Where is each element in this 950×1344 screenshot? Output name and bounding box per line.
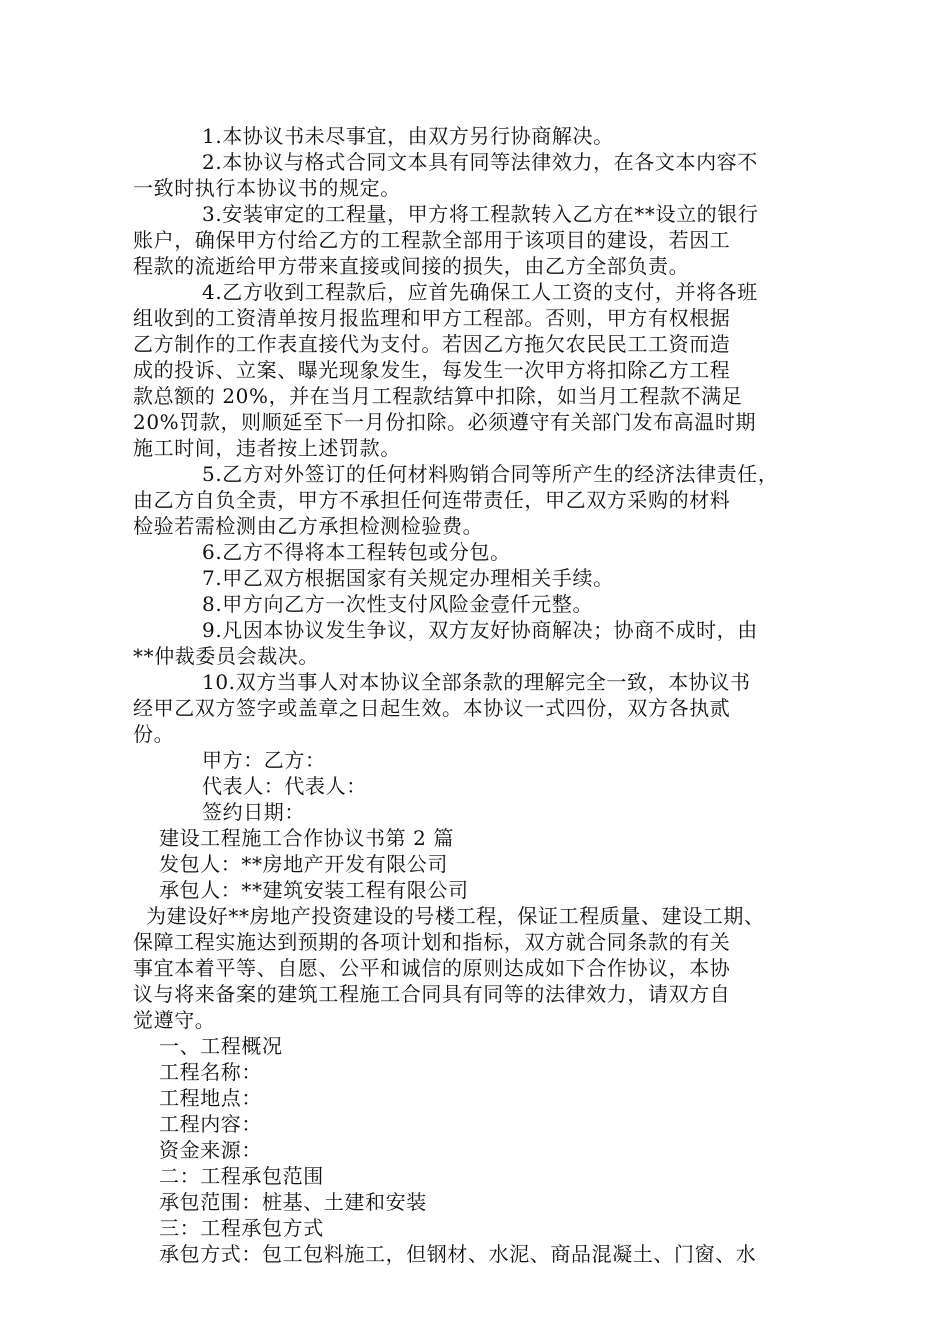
text-line: 资金来源： — [159, 1138, 262, 1162]
text-line: 1.本协议书未尽事宜，由双方另行协商解决。 — [202, 124, 614, 148]
text-line: 20%罚款，则顺延至下一月份扣除。必须遵守有关部门发布高温时期 — [133, 410, 757, 434]
text-line: 保障工程实施达到预期的各项计划和指标，双方就合同条款的有关 — [133, 930, 731, 954]
text-line: 程款的流逝给甲方带来直接或间接的损失，由乙方全部负责。 — [133, 254, 690, 278]
text-line: 检验若需检测由乙方承担检测检验费。 — [133, 514, 484, 538]
text-line: 账户，确保甲方付给乙方的工程款全部用于该项目的建设，若因工 — [133, 228, 731, 252]
text-line: 乙方制作的工作表直接代为支付。若因乙方拖欠农民民工工资而造 — [133, 332, 731, 356]
text-line: 组收到的工资清单按月报监理和甲方工程部。否则，甲方有权根据 — [133, 306, 731, 330]
text-line: 5.乙方对外签订的任何材料购销合同等所产生的经济法律责任， — [202, 462, 779, 486]
text-line: 2.本协议与格式合同文本具有同等法律效力，在各文本内容不 — [202, 150, 758, 174]
text-line: 为建设好**房地产投资建设的号楼工程，保证工程质量、建设工期、 — [146, 904, 765, 928]
text-line: 份。 — [133, 722, 175, 746]
text-line: 3.安装审定的工程量，甲方将工程款转入乙方在**设立的银行 — [202, 202, 759, 226]
text-line: 6.乙方不得将本工程转包或分包。 — [202, 540, 511, 564]
signature-date-line: 签约日期： — [202, 800, 305, 824]
text-line: 4.乙方收到工程款后，应首先确保工人工资的支付，并将各班 — [202, 280, 758, 304]
section-heading: 建设工程施工合作协议书第 2 篇 — [159, 826, 455, 850]
section-heading: 三：工程承包方式 — [159, 1216, 324, 1240]
text-line: 7.甲乙双方根据国家有关规定办理相关手续。 — [202, 566, 614, 590]
text-line: 承包范围：桩基、土建和安装 — [159, 1190, 427, 1214]
signature-party-line: 甲方：乙方： — [202, 748, 326, 772]
text-line: 发包人：**房地产开发有限公司 — [159, 852, 448, 876]
text-line: 觉遵守。 — [133, 1008, 216, 1032]
signature-representative-line: 代表人：代表人： — [202, 774, 367, 798]
section-heading: 一、工程概况 — [159, 1034, 283, 1058]
text-line: 事宜本着平等、自愿、公平和诚信的原则达成如下合作协议，本协 — [133, 956, 731, 980]
text-line: 经甲乙双方签字或盖章之日起生效。本协议一式四份，双方各执贰 — [133, 696, 731, 720]
text-line: 成的投诉、立案、曝光现象发生，每发生一次甲方将扣除乙方工程 — [133, 358, 731, 382]
text-line: **仲裁委员会裁决。 — [133, 644, 319, 668]
text-line: 工程内容： — [159, 1112, 262, 1136]
text-line: 工程地点： — [159, 1086, 262, 1110]
text-line: 8.甲方向乙方一次性支付风险金壹仟元整。 — [202, 592, 594, 616]
section-heading: 二：工程承包范围 — [159, 1164, 324, 1188]
text-line: 款总额的 20%，并在当月工程款结算中扣除，如当月工程款不满足 — [133, 384, 743, 408]
text-line: 议与将来备案的建筑工程施工合同具有同等的法律效力，请双方自 — [133, 982, 731, 1006]
text-line: 工程名称： — [159, 1060, 262, 1084]
text-line: 由乙方自负全责，甲方不承担任何连带责任，甲乙双方采购的材料 — [133, 488, 731, 512]
text-line: 承包方式：包工包料施工，但钢材、水泥、商品混凝土、门窗、水 — [159, 1242, 757, 1266]
text-line: 施工时间，违者按上述罚款。 — [133, 436, 401, 460]
text-line: 承包人：**建筑安装工程有限公司 — [159, 878, 469, 902]
text-line: 9.凡因本协议发生争议，双方友好协商解决；协商不成时，由 — [202, 618, 758, 642]
text-line: 10.双方当事人对本协议全部条款的理解完全一致，本协议书 — [202, 670, 751, 694]
text-line: 一致时执行本协议书的规定。 — [133, 176, 401, 200]
